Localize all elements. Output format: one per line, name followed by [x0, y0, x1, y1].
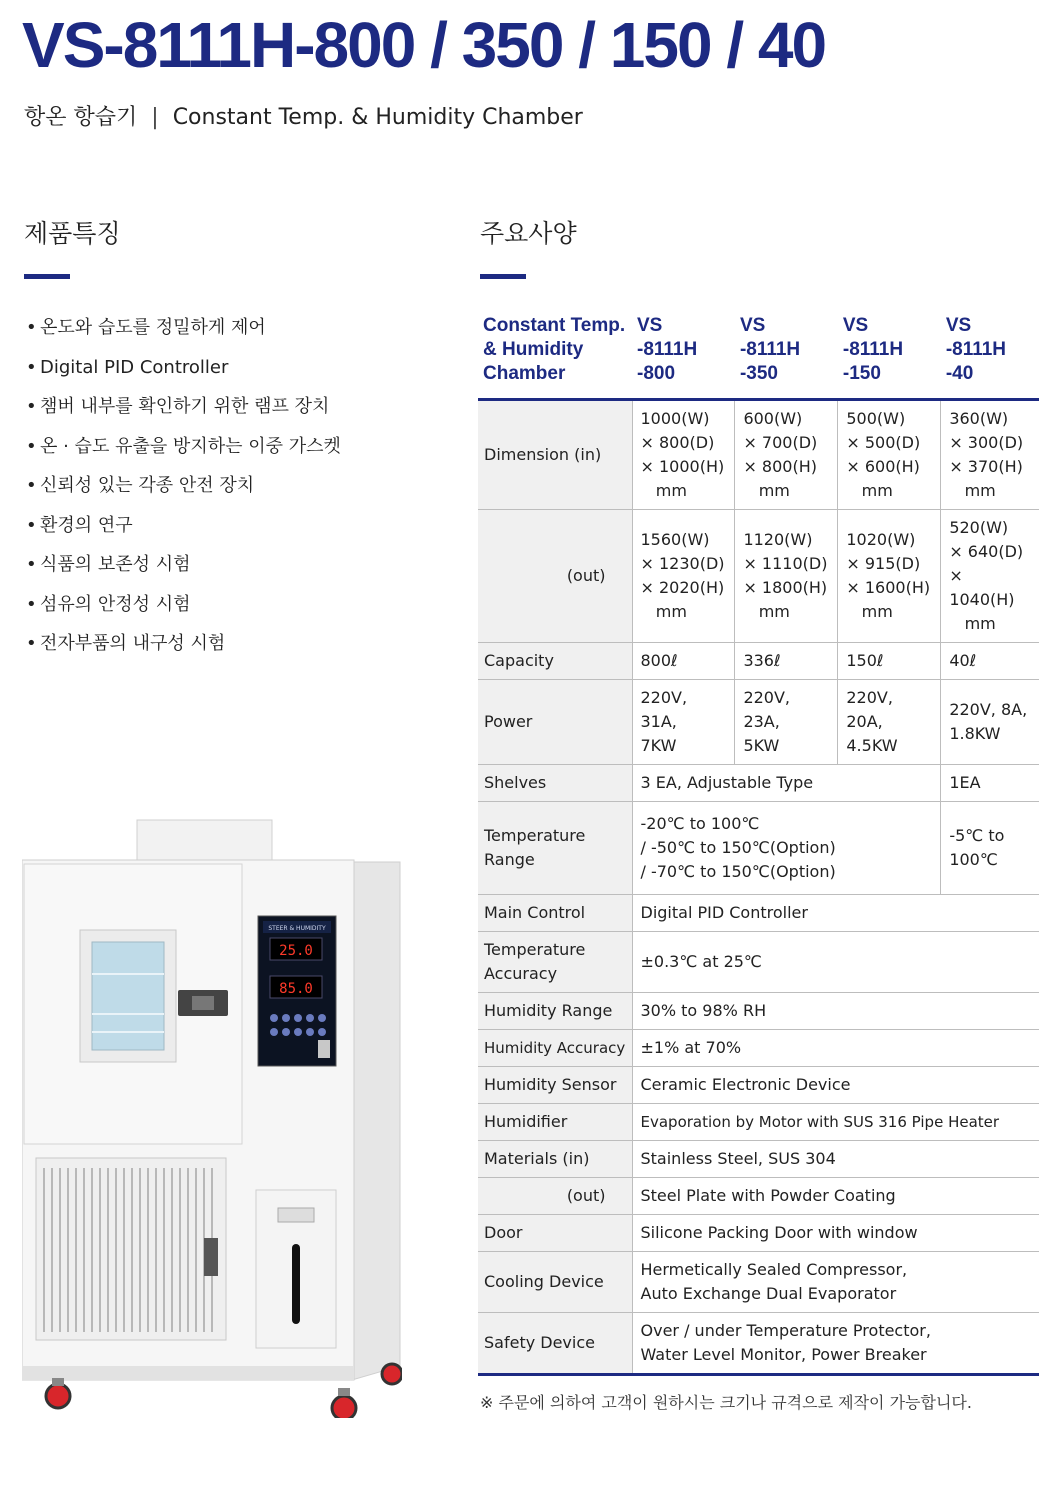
cell: 360(W) × 300(D) × 370(H) mm	[941, 400, 1039, 510]
row-label: Safety Device	[478, 1313, 632, 1375]
cell: ±0.3℃ at 25℃	[632, 932, 1039, 993]
features-heading: 제품특징	[24, 219, 121, 248]
header-model: VS -8111H -150	[842, 315, 904, 384]
cell: 1EA	[941, 765, 1039, 802]
feature-list	[26, 314, 341, 670]
feature-item: • 온도와 습도를 정밀하게 제어	[26, 317, 266, 338]
row-label: Humidity Range	[478, 993, 632, 1030]
feature-item: • 섬유의 안정성 시험	[26, 593, 191, 615]
cell: 40ℓ	[941, 643, 1039, 680]
table-row	[478, 643, 1039, 680]
cell: 500(W) × 500(D) × 600(H) mm	[838, 400, 941, 510]
row-label: Power	[478, 680, 632, 765]
feature-item: • 식품의 보존성 시험	[26, 554, 191, 575]
table-row	[478, 1141, 1039, 1178]
cell: 3 EA, Adjustable Type	[632, 765, 941, 802]
cell: 150ℓ	[838, 643, 941, 680]
cell: Digital PID Controller	[632, 895, 1039, 932]
row-label: (out)	[478, 1178, 632, 1215]
specs-heading: 주요사양	[480, 219, 577, 248]
row-label: Dimension (in)	[478, 400, 632, 510]
cell: Stainless Steel, SUS 304	[632, 1141, 1039, 1178]
cell: 220V, 8A, 1.8KW	[941, 680, 1039, 765]
table-row	[478, 1252, 1039, 1313]
cell: 220V, 31A, 7KW	[632, 680, 735, 765]
spec-header-row	[478, 306, 1039, 400]
table-row	[478, 1215, 1039, 1252]
cell: 1560(W) × 1230(D) × 2020(H) mm	[632, 510, 735, 643]
row-label: Capacity	[478, 643, 632, 680]
cell: 336ℓ	[735, 643, 838, 680]
cell: 1020(W) × 915(D) × 1600(H) mm	[838, 510, 941, 643]
cell: Over / under Temperature Protector, Water Level Monitor, Power Breaker	[632, 1313, 1039, 1375]
panel-display-bottom: 85.0	[279, 981, 313, 997]
cell: 220V, 23A, 5KW	[735, 680, 838, 765]
page-title: VS-8111H-800 / 350 / 150 / 40	[22, 9, 826, 81]
table-row	[478, 802, 1039, 895]
cell: 800ℓ	[632, 643, 735, 680]
cell: 600(W) × 700(D) × 800(H) mm	[735, 400, 838, 510]
feature-item: • 전자부품의 내구성 시험	[26, 633, 226, 654]
row-label: Humidity Accuracy	[478, 1030, 632, 1067]
header-model: VS -8111H -350	[739, 315, 801, 384]
table-row	[478, 895, 1039, 932]
features-heading-bar	[24, 274, 70, 279]
cell: -20℃ to 100℃ / -50℃ to 150℃(Option) / -70℃ to 150℃(Option)	[632, 802, 941, 895]
cell: -5℃ to 100℃	[941, 802, 1039, 895]
row-label: (out)	[478, 510, 632, 643]
page-subtitle	[24, 100, 583, 131]
cell: 220V, 20A, 4.5KW	[838, 680, 941, 765]
header-model: VS -8111H -40	[945, 315, 1007, 384]
feature-item: • 환경의 연구	[26, 514, 133, 536]
cell: Ceramic Electronic Device	[632, 1067, 1039, 1104]
table-row	[478, 1067, 1039, 1104]
table-row	[478, 932, 1039, 993]
subtitle-english: Constant Temp. & Humidity Chamber	[172, 105, 583, 130]
cell: 1120(W) × 1110(D) × 1800(H) mm	[735, 510, 838, 643]
table-row	[478, 765, 1039, 802]
cell: 520(W) × 640(D) × 1040(H) mm	[941, 510, 1039, 643]
header-label: Constant Temp. & Humidity Chamber	[483, 315, 626, 384]
chamber-product-image	[22, 818, 402, 1418]
panel-brand-text: STEER & HUMIDITY	[268, 925, 326, 932]
feature-item: • 온 · 습도 유출을 방지하는 이중 가스켓	[26, 435, 341, 457]
row-label: Materials (in)	[478, 1141, 632, 1178]
table-row	[478, 1104, 1039, 1141]
cell: 1000(W) × 800(D) × 1000(H) mm	[632, 400, 735, 510]
subtitle-separator: |	[151, 105, 159, 130]
feature-item: • 신뢰성 있는 각종 안전 장치	[26, 475, 255, 496]
row-label: Temperature Accuracy	[478, 932, 632, 993]
cell: Steel Plate with Powder Coating	[632, 1178, 1039, 1215]
header-model: VS -8111H -800	[637, 315, 698, 384]
table-row	[478, 1030, 1039, 1067]
subtitle-korean: 항온 항습기	[24, 105, 138, 130]
feature-item: • Digital PID Controller	[26, 356, 229, 378]
feature-item: • 챔버 내부를 확인하기 위한 램프 장치	[26, 396, 330, 417]
cell: Hermetically Sealed Compressor, Auto Exchange Dual Evaporator	[632, 1252, 1039, 1313]
cell: Evaporation by Motor with SUS 316 Pipe Heater	[632, 1104, 1039, 1141]
cell: ±1% at 70%	[632, 1030, 1039, 1067]
table-row	[478, 510, 1039, 643]
row-label: Humidifier	[478, 1104, 632, 1141]
row-label: Shelves	[478, 765, 632, 802]
table-row	[478, 993, 1039, 1030]
row-label: Cooling Device	[478, 1252, 632, 1313]
table-row	[478, 400, 1039, 510]
cell: 30% to 98% RH	[632, 993, 1039, 1030]
row-label: Main Control	[478, 895, 632, 932]
footnote: ※ 주문에 의하여 고객이 원하시는 크기나 규격으로 제작이 가능합니다.	[480, 1393, 972, 1412]
table-row	[478, 680, 1039, 765]
panel-display-top: 25.0	[279, 943, 313, 959]
specs-heading-bar	[480, 274, 526, 279]
row-label: Temperature Range	[478, 802, 632, 895]
row-label: Door	[478, 1215, 632, 1252]
table-row	[478, 1313, 1039, 1375]
cell: Silicone Packing Door with window	[632, 1215, 1039, 1252]
row-label: Humidity Sensor	[478, 1067, 632, 1104]
table-row	[478, 1178, 1039, 1215]
spec-table	[478, 306, 1039, 1376]
